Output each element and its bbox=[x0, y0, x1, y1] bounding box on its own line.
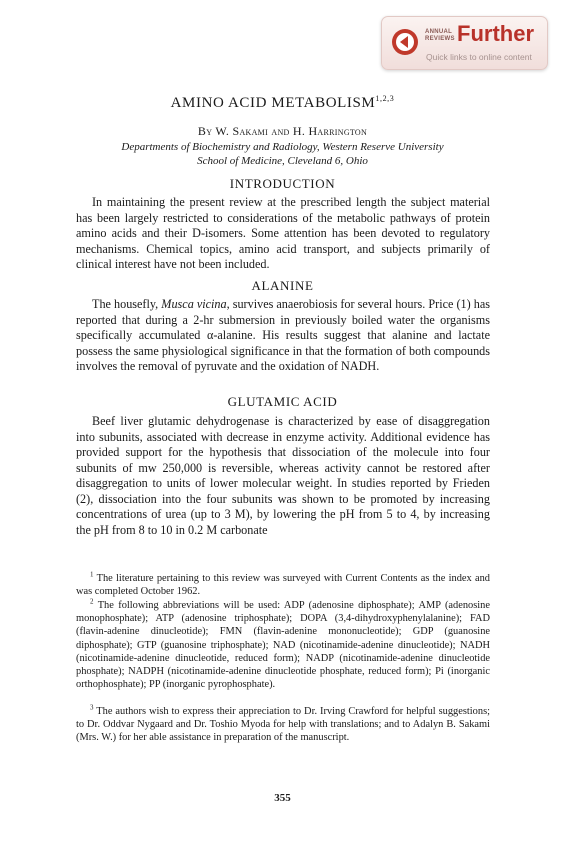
annual-reviews-wordmark: ANNUAL REVIEWS bbox=[425, 29, 455, 42]
further-label: Further bbox=[457, 21, 534, 46]
species-name: Musca vicina bbox=[161, 297, 227, 311]
further-links-badge[interactable] bbox=[381, 16, 548, 70]
paragraph-glutamic-acid: Beef liver glutamic dehydrogenase is characterized by ease of disaggregation into subunits, associated with decrease in enzyme activity. Additional evidence has provided support for the hypothesis that dissociation of the molecule into four subunits of mw 250,000 is reversible, whereas activity cannot be restored after disaggregation to units of lower molecular weight. In studies reported by Frieden (2), dissociation into the four subunits was shown to be promoted by increasing concentrations of urea (up to 3 M), by lowering the pH from 5 to 4, by increasing the pH from 8 to 10 in 0.2 M carbonate bbox=[76, 414, 490, 537]
play-logo-icon bbox=[391, 28, 419, 56]
affiliation-line-1: Departments of Biochemistry and Radiology, Western Reserve University bbox=[121, 141, 444, 153]
heading-introduction: INTRODUCTION bbox=[229, 176, 336, 191]
affiliation-line-2: School of Medicine, Cleveland 6, Ohio bbox=[197, 155, 368, 167]
footnote-1: $^1$ The literature pertaining to this review was surveyed with Current Contents as the index and was completed October 1962. bbox=[76, 570, 490, 598]
title-footnote-marks: 1,2,3 bbox=[375, 94, 395, 103]
footnote-3: $^3$ The authors wish to express their appreciation to Dr. Irving Crawford for helpful suggestions; to Dr. Oddvar Nygaard and Dr. Toshio Myoda for help with translations; and to Adalyn B. Sakami (Mrs. W.) for her able assistance in preparation of the manuscript. bbox=[76, 703, 490, 744]
paragraph-alanine: The housefly, Musca vicina, survives anaerobiosis for several hours. Price (1) has reported that during a 2-hr submersion in previously boiled water the organisms specifically accumulated α-alanine. His results suggest that alanine and lactate possess the same physiological significance in that the formation of both compounds involves the removal of pyruvate and the oxidation of NADH. bbox=[76, 297, 490, 373]
further-subtext: Quick links to online content bbox=[426, 52, 532, 62]
article-title: AMINO ACID METABOLISM$^{1,2,3}$ bbox=[170, 94, 395, 111]
page-number: 355 bbox=[274, 792, 291, 804]
authors: By W. Sakami and H. Harrington bbox=[197, 124, 368, 138]
footnote-2: $^2$ The following abbreviations will be used: ADP (adenosine diphosphate); AMP (adenosine monophosphate); ATP (adenosine triphosphate); DOPA (3,4-dihydroxyphenylalanine); FAD (flavin-adenine dinucleotide); FMN (flavin-adenine mononucleotide); GDP (guanosine diphosphate); GTP (guanosine triphosphate); NAD (nicotinamide-adenine dinucleotide); NADH (nicotinamide-adenine dinucleotide, reduced form); NADP (nicotinamide-adenine dinucleotide phosphate); NADPH (nicotinamide-adenine dinucleotide phosphate, reduced form); Pi (inorganic orthophosphate); PP (inorganic pyrophosphate). bbox=[76, 597, 490, 691]
heading-glutamic-acid: GLUTAMIC ACID bbox=[227, 394, 338, 409]
heading-alanine: ALANINE bbox=[251, 278, 314, 293]
paragraph-introduction: In maintaining the present review at the prescribed length the subject material has been largely restricted to considerations of the metabolic pathways of protein amino acids and their D-isomers. Some attention has been devoted to regulatory mechanisms. Chemical topics, amino acid transport, and subjects primarily of clinical interest have not been included. bbox=[76, 195, 490, 271]
affiliation bbox=[0, 140, 565, 168]
